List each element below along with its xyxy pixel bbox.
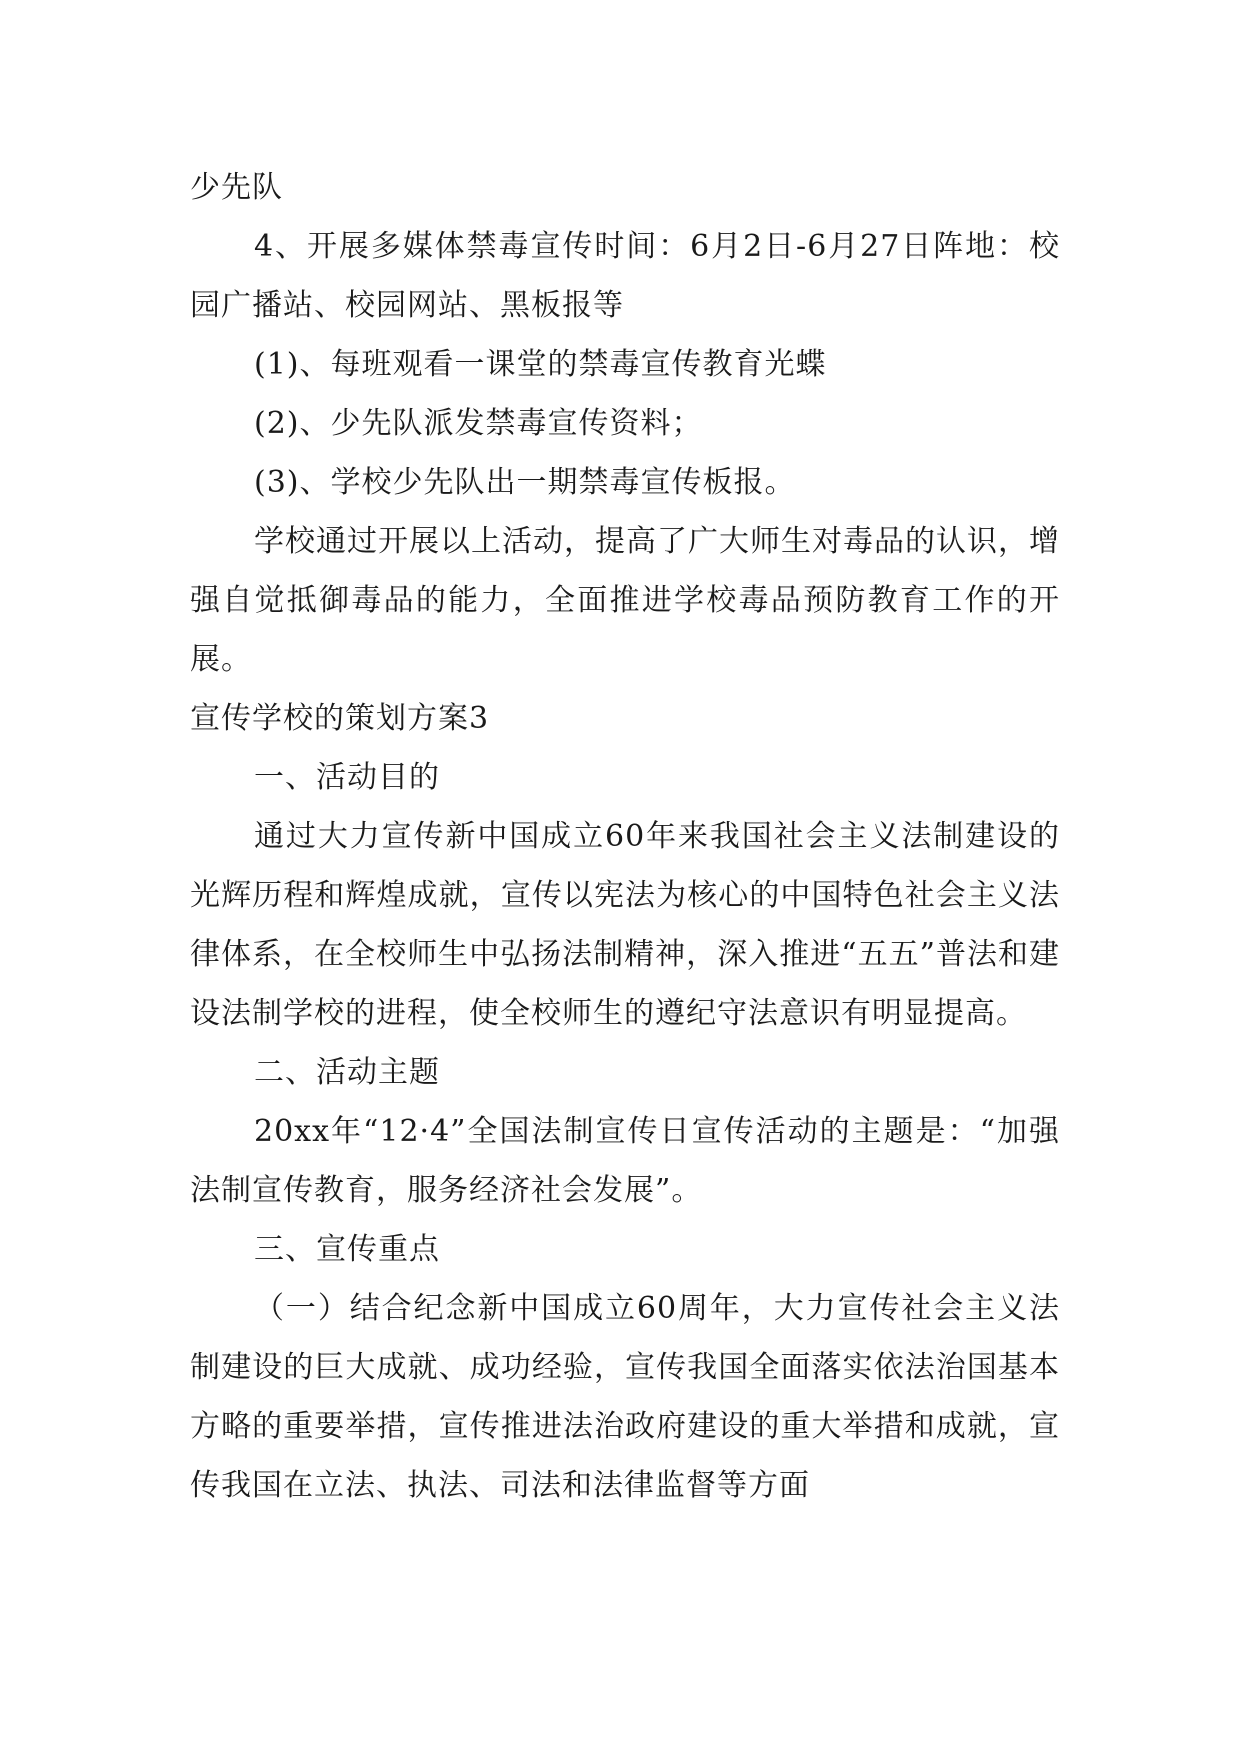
paragraph: （一）结合纪念新中国成立60周年，大力宣传社会主义法制建设的巨大成就、成功经验，宣传我国全面落实依法治国基本方略的重要举措，宣传推进法治政府建设的重大举措和成就，宣传我国在立法、执法、司法和法律监督等方面 <box>190 1291 1060 1503</box>
section-heading: 二、活动主题 <box>254 1055 440 1090</box>
section-heading: 一、活动目的 <box>254 760 440 795</box>
paragraph: 学校通过开展以上活动，提高了广大师生对毒品的认识，增强自觉抵御毒品的能力，全面推进学校毒品预防教育工作的开展。 <box>190 524 1060 677</box>
list-item: (1)、每班观看一课堂的禁毒宣传教育光蝶 <box>254 347 827 382</box>
list-item: (2)、少先队派发禁毒宣传资料； <box>254 406 703 441</box>
paragraph: 20xx年“12·4”全国法制宣传日宣传活动的主题是：“加强法制宣传教育，服务经济社会发展”。 <box>190 1114 1060 1208</box>
paragraph: 少先队 <box>190 170 283 205</box>
list-item: (3)、学校少先队出一期禁毒宣传板报。 <box>254 465 796 500</box>
section-title: 宣传学校的策划方案3 <box>190 701 490 736</box>
section-heading: 三、宣传重点 <box>254 1232 440 1267</box>
document-body <box>190 158 1060 1515</box>
paragraph: 通过大力宣传新中国成立60年来我国社会主义法制建设的光辉历程和辉煌成就，宣传以宪法为核心的中国特色社会主义法律体系，在全校师生中弘扬法制精神，深入推进“五五”普法和建设法制学校的进程，使全校师生的遵纪守法意识有明显提高。 <box>190 819 1060 1031</box>
paragraph: 4、开展多媒体禁毒宣传时间：6月2日-6月27日阵地：校园广播站、校园网站、黑板报等 <box>190 229 1060 323</box>
